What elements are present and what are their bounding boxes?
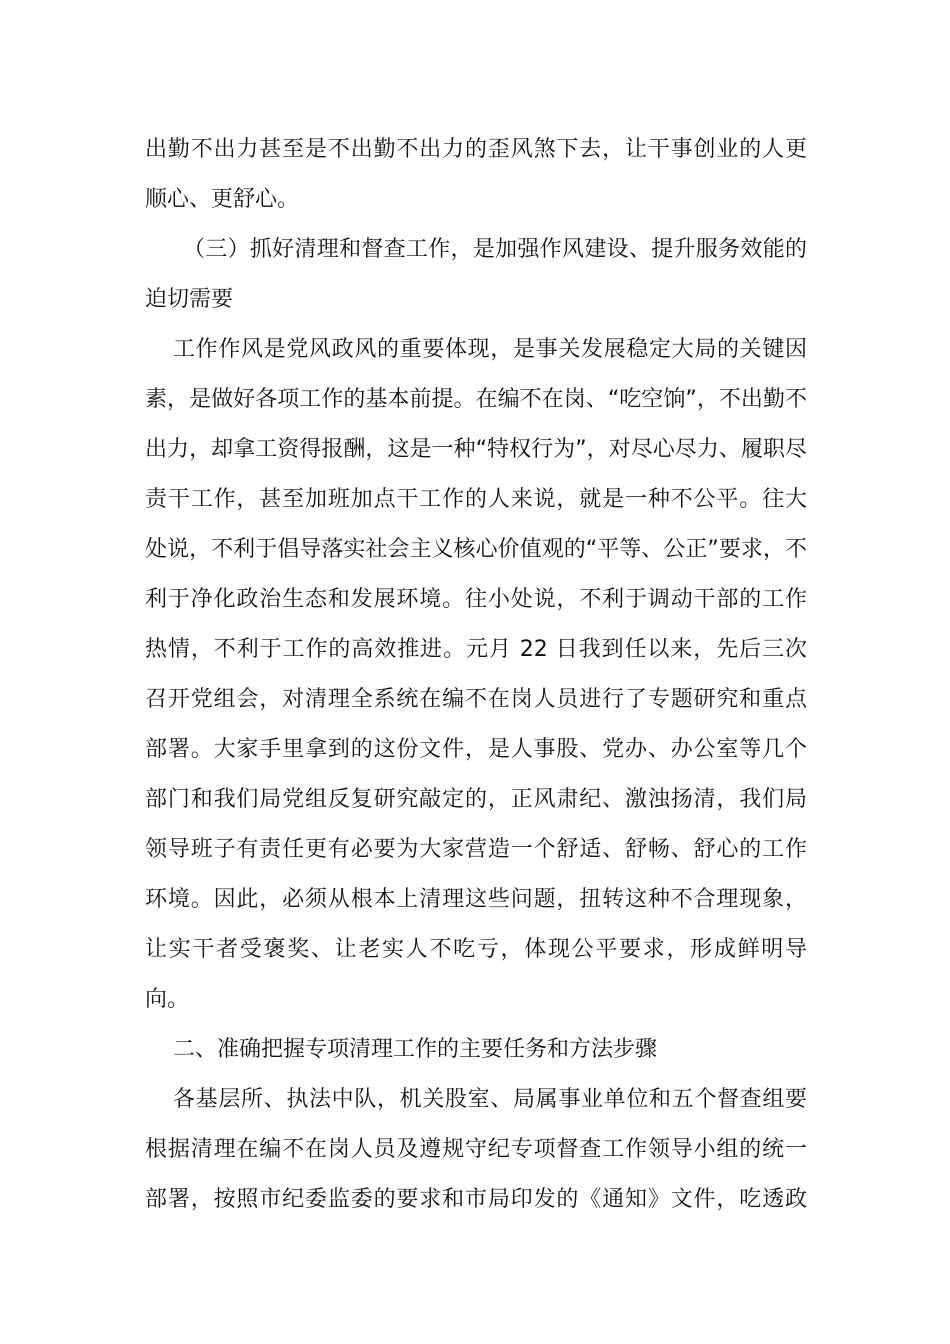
body-line: 责干工作，甚至加班加点干工作的人来说，就是一种不公平。往大 bbox=[145, 487, 807, 512]
body-line: 部署，按照市纪委监委的要求和市局印发的《通知》文件，吃透政 bbox=[145, 1187, 807, 1212]
document-page bbox=[145, 125, 807, 1225]
body-line: 顺心、更舒心。 bbox=[145, 187, 300, 212]
body-line: 工作作风是党风政风的重要体现，是事关发展稳定大局的关键因 bbox=[173, 337, 807, 362]
body-line: 根据清理在编不在岗人员及遵规守纪专项督查工作领导小组的统一 bbox=[145, 1137, 807, 1162]
body-line: 出勤不出力甚至是不出勤不出力的歪风煞下去，让干事创业的人更 bbox=[145, 137, 807, 162]
body-line: 领导班子有责任更有必要为大家营造一个舒适、舒畅、舒心的工作 bbox=[145, 837, 807, 862]
section-heading-line: 迫切需要 bbox=[145, 287, 234, 312]
body-line: 召开党组会，对清理全系统在编不在岗人员进行了专题研究和重点 bbox=[145, 687, 807, 712]
section-heading-line: （三）抓好清理和督查工作，是加强作风建设、提升服务效能的 bbox=[183, 237, 807, 262]
body-line: 向。 bbox=[145, 987, 190, 1012]
body-line: 部门和我们局党组反复研究敲定的，正风肃纪、激浊扬清，我们局 bbox=[145, 787, 807, 812]
body-line: 环境。因此，必须从根本上清理这些问题，扭转这种不合理现象， bbox=[145, 887, 807, 912]
body-line: 各基层所、执法中队，机关股室、局属事业单位和五个督查组要 bbox=[173, 1087, 807, 1112]
body-line: 热情，不利于工作的高效推进。元月 22 日我到任以来，先后三次 bbox=[145, 637, 807, 662]
body-line: 出力，却拿工资得报酬，这是一种“特权行为”，对尽心尽力、履职尽 bbox=[145, 437, 807, 462]
body-line: 让实干者受褒奖、让老实人不吃亏，体现公平要求，形成鲜明导 bbox=[145, 937, 807, 962]
section-heading-line: 二、准确把握专项清理工作的主要任务和方法步骤 bbox=[173, 1037, 658, 1062]
body-line: 利于净化政治生态和发展环境。往小处说，不利于调动干部的工作 bbox=[145, 587, 807, 612]
body-line: 部署。大家手里拿到的这份文件，是人事股、党办、办公室等几个 bbox=[145, 737, 807, 762]
body-line: 素，是做好各项工作的基本前提。在编不在岗、“吃空饷”，不出勤不 bbox=[145, 387, 807, 412]
body-line: 处说，不利于倡导落实社会主义核心价值观的“平等、公正”要求，不 bbox=[145, 537, 807, 562]
